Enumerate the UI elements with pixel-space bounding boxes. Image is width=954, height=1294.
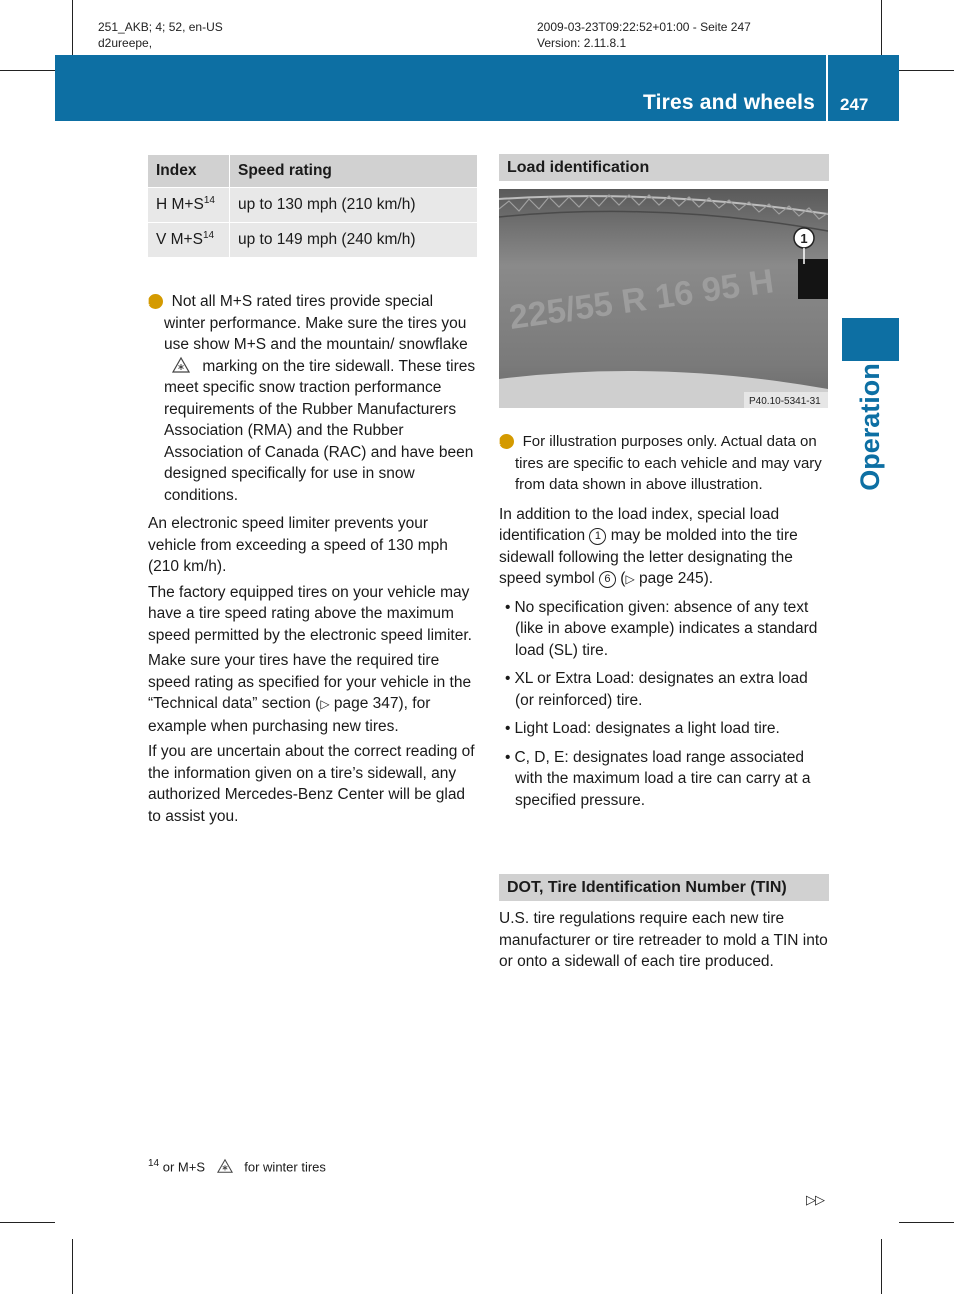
column-header: Index — [148, 155, 230, 188]
load-id-list — [499, 597, 829, 812]
image-code: P40.10-5341-31 — [749, 396, 821, 407]
tire-sidewall-image — [499, 189, 828, 408]
page-ref-arrow: ▷ — [320, 697, 330, 711]
footnote-number: 14 — [148, 1158, 160, 1169]
header-divider — [826, 55, 828, 121]
paragraph — [148, 650, 478, 737]
text: Make sure your tires have the required tire speed rating as specified for your vehicle in the “Technical data” section ( — [148, 652, 472, 712]
page-ref-arrow: ▷ — [625, 572, 635, 586]
dot-section — [499, 874, 829, 977]
meta-line: 2009-03-23T09:22:52+01:00 - Seite 247 — [537, 20, 751, 34]
section-heading: DOT, Tire Identification Number (TIN) — [499, 874, 829, 901]
tire-size-marking: 225/55 R 16 95 H — [506, 262, 777, 337]
list-item: • C, D, E: designates load range associated with the maximum load a tire can carry at a specified pressure. — [499, 747, 829, 812]
callout-1-icon: 1 — [589, 528, 606, 545]
meta-line: d2ureepe, — [98, 36, 153, 50]
text: page 347), for example when purchasing new tires. — [148, 695, 431, 735]
chapter-title: Tires and wheels — [642, 91, 815, 114]
crop-mark — [899, 1222, 954, 1223]
left-column — [145, 291, 478, 831]
paragraph: The factory equipped tires on your vehicle may have a tire speed rating above the maximum speed permitted by the electronic speed limiter. — [148, 583, 472, 644]
text: may be molded into the tire sidewall following the letter designating the speed symbol — [499, 527, 798, 587]
crop-mark — [72, 0, 73, 55]
paragraph: An electronic speed limiter prevents your vehicle from exceeding a speed of 130 mph (210 km/h). — [148, 515, 448, 575]
index-value: H M+S — [156, 196, 204, 214]
section-heading: Load identification — [499, 154, 829, 181]
info-note — [145, 291, 478, 506]
index-cell — [148, 223, 230, 258]
mountain-snowflake-icon — [172, 356, 190, 374]
list-item: • No specification given: absence of any text (like in above example) indicates a standard load (SL) tire. — [499, 597, 829, 662]
index-value: V M+S — [156, 231, 203, 249]
crop-mark — [72, 1239, 73, 1294]
image-callout: 1 — [800, 231, 808, 246]
crop-mark — [881, 0, 882, 55]
index-cell — [148, 188, 230, 223]
paragraph — [499, 504, 829, 591]
info-icon: i — [148, 294, 163, 309]
footnote-ref: 14 — [202, 230, 215, 242]
print-meta-right — [537, 19, 751, 51]
column-header: Speed rating — [230, 155, 478, 188]
list-item: • Light Load: designates a light load tire. — [499, 718, 829, 740]
crop-mark — [881, 1239, 882, 1294]
page-number: 247 — [840, 95, 869, 114]
paragraph: If you are uncertain about the correct reading of the information given on a tire’s sidewall, any authorized Mercedes-Benz Center will be glad to assist you. — [148, 743, 475, 825]
continue-marker: ▷▷ — [806, 1192, 824, 1207]
footnote-ref: 14 — [203, 195, 215, 207]
speed-rating-table — [148, 155, 477, 257]
list-item: • XL or Extra Load: designates an extra load (or reinforced) tire. — [499, 668, 829, 711]
note-text: Not all M+S rated tires provide special winter performance. Make sure the tires you use show M+S and the mountain/ snowflake — [164, 293, 468, 353]
table-row — [148, 188, 477, 223]
table-header-row — [148, 155, 477, 188]
right-column-text — [496, 431, 829, 818]
meta-line: 251_AKB; 4; 52, en-US — [98, 20, 223, 34]
footnote — [148, 1158, 326, 1174]
note-text: For illustration purposes only. Actual data on tires are specific to each vehicle and may vary from data shown in above illustration. — [515, 433, 822, 493]
text: page 245). — [634, 570, 714, 587]
meta-line: Version: 2.11.8.1 — [537, 36, 627, 50]
right-column — [499, 154, 829, 181]
info-icon: i — [499, 434, 514, 449]
crop-mark — [0, 70, 55, 71]
mountain-snowflake-icon — [217, 1158, 233, 1174]
table-row — [148, 223, 477, 258]
footnote-text: or M+S — [162, 1159, 206, 1175]
rating-cell: up to 149 mph (240 km/h) — [230, 223, 478, 258]
info-note — [496, 431, 829, 496]
note-text: marking on the tire sidewall. These tires meet specific snow traction performance requirements of the Rubber Manufacturers Association (RMA) and the Rubber Association of Canada (RAC) and have been designed specifically for use in snow conditions. — [164, 357, 476, 504]
crop-mark — [899, 70, 954, 71]
crop-mark — [0, 1222, 55, 1223]
text: ( — [620, 570, 626, 587]
side-tab-label: Operation — [855, 363, 885, 491]
paragraph: U.S. tire regulations require each new tire manufacturer or tire retreader to mold a TIN into or onto a sidewall of each tire produced. — [499, 910, 828, 970]
rating-cell: up to 130 mph (210 km/h) — [230, 188, 478, 223]
footnote-text: for winter tires — [244, 1159, 326, 1175]
callout-6-icon: 6 — [599, 571, 616, 588]
text: In addition to the load index, special load identification — [499, 505, 780, 544]
chapter-header — [55, 55, 899, 121]
print-meta-left — [98, 19, 223, 51]
